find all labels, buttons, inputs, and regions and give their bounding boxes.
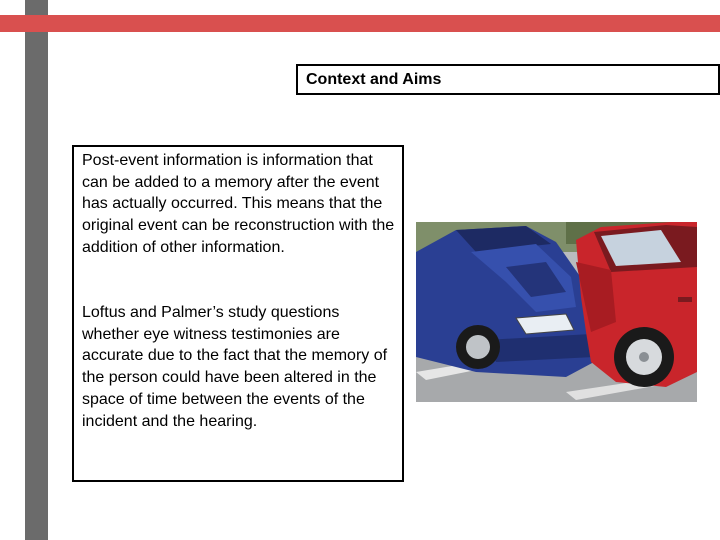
title-box [296, 64, 720, 95]
car-crash-illustration [416, 222, 697, 402]
text-box [72, 145, 404, 482]
paragraph-loftus-palmer: Loftus and Palmer’s study questions whether eye witness testimonies are accurate due to the fact that the memory of the person could have been altered in the space of time between the events of the incident and the hearing. [82, 304, 388, 430]
car-crash-photo [416, 222, 697, 402]
paragraph-post-event: Post-event information is information that can be added to a memory after the event has actually occurred. This means that the original event can be reconstruction with the addition of other information. [82, 152, 395, 256]
slide-title: Context and Aims [306, 71, 442, 88]
left-accent-bar [25, 0, 48, 540]
top-accent-bar [0, 15, 720, 32]
